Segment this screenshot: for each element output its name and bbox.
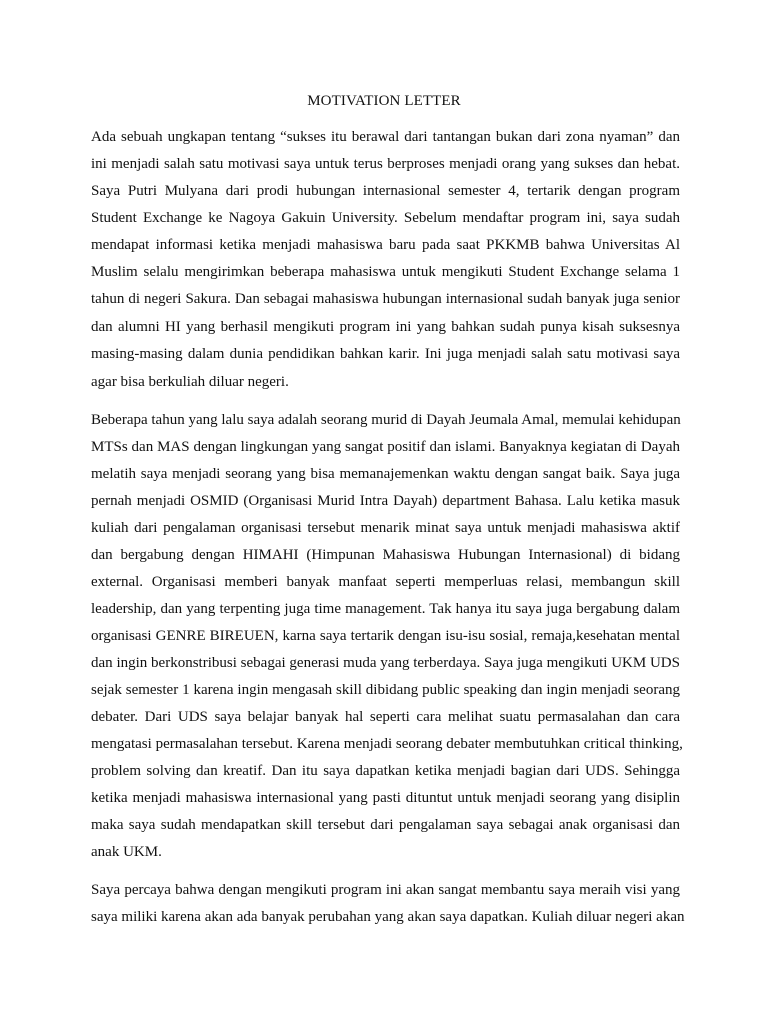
paragraph-2-line-15: ketika menjadi mahasiswa internasional yang pasti dituntut untuk menjadi seorang yang disiplin (91, 790, 680, 806)
paragraph-2-line-13: mengatasi permasalahan tersebut. Karena menjadi seorang debater membutuhkan critical thinking, (91, 736, 683, 752)
paragraph-1-line-9: masing-masing dalam dunia pendidikan bahkan karir. Ini juga menjadi salah satu motivasi saya (91, 346, 680, 362)
paragraph-2-line-10: dan ingin berkonstribusi sebagai generasi muda yang terberdaya. Saya juga mengikuti UKM UDS (91, 655, 680, 671)
paragraph-1-line-8: dan alumni HI yang berhasil mengikuti program ini yang bahkan sudah punya kisah suksesnya (91, 319, 680, 335)
paragraph-2-line-8: leadership, dan yang terpenting juga time management. Tak hanya itu saya juga bergabung dalam (91, 601, 680, 617)
paragraph-2-line-5: kuliah dari pengalaman organisasi tersebut menarik minat saya untuk menjadi mahasiswa aktif (91, 520, 680, 536)
paragraph-1-line-4: Student Exchange ke Nagoya Gakuin University. Sebelum mendaftar program ini, saya sudah (91, 210, 680, 226)
paragraph-2-line-17: anak UKM. (91, 844, 162, 860)
paragraph-3-line-2: saya miliki karena akan ada banyak perubahan yang akan saya dapatkan. Kuliah diluar negeri akan (91, 909, 685, 925)
paragraph-2-line-2: MTSs dan MAS dengan lingkungan yang sangat positif dan islami. Banyaknya kegiatan di Dayah (91, 439, 680, 455)
document-title: MOTIVATION LETTER (307, 93, 461, 109)
paragraph-2-line-9: organisasi GENRE BIREUEN, karna saya tertarik dengan isu-isu sosial, remaja,kesehatan mental (91, 628, 680, 644)
paragraph-2-line-16: maka saya sudah mendapatkan skill tersebut dari pengalaman saya sebagai anak organisasi dan (91, 817, 680, 833)
paragraph-2-line-12: debater. Dari UDS saya belajar banyak hal seperti cara melihat suatu permasalahan dan cara (91, 709, 680, 725)
paragraph-1-line-2: ini menjadi salah satu motivasi saya untuk terus berproses menjadi orang yang sukses dan hebat. (91, 156, 680, 172)
paragraph-1-line-1: Ada sebuah ungkapan tentang “sukses itu berawal dari tantangan bukan dari zona nyaman” dan (91, 129, 680, 145)
paragraph-2-line-4: pernah menjadi OSMID (Organisasi Murid Intra Dayah) department Bahasa. Lalu ketika masuk (91, 493, 680, 509)
paragraph-2-line-1: Beberapa tahun yang lalu saya adalah seorang murid di Dayah Jeumala Amal, memulai kehidupan (91, 412, 681, 428)
paragraph-1-line-5: mendapat informasi ketika menjadi mahasiswa baru pada saat PKKMB bahwa Universitas Al (91, 237, 680, 253)
paragraph-1-line-7: tahun di negeri Sakura. Dan sebagai mahasiswa hubungan internasional sudah banyak juga senior (91, 291, 680, 307)
paragraph-2-line-11: sejak semester 1 karena ingin mengasah skill dibidang public speaking dan ingin menjadi seorang (91, 682, 680, 698)
paragraph-1-line-10: agar bisa berkuliah diluar negeri. (91, 374, 289, 390)
paragraph-3-line-1: Saya percaya bahwa dengan mengikuti program ini akan sangat membantu saya meraih visi yang (91, 882, 680, 898)
paragraph-1-line-6: Muslim selalu mengirimkan beberapa mahasiswa untuk mengikuti Student Exchange selama 1 (91, 264, 680, 280)
paragraph-2-line-14: problem solving dan kreatif. Dan itu saya dapatkan ketika menjadi bagian dari UDS. Sehingga (91, 763, 680, 779)
paragraph-2-line-6: dan bergabung dengan HIMAHI (Himpunan Mahasiswa Hubungan Internasional) di bidang (91, 547, 680, 563)
paragraph-1-line-3: Saya Putri Mulyana dari prodi hubungan internasional semester 4, tertarik dengan program (91, 183, 680, 199)
paragraph-2-line-7: external. Organisasi memberi banyak manfaat seperti memperluas relasi, membangun skill (91, 574, 680, 590)
paragraph-2-line-3: melatih saya menjadi seorang yang bisa memanajemenkan waktu dengan sangat baik. Saya juga (91, 466, 680, 482)
